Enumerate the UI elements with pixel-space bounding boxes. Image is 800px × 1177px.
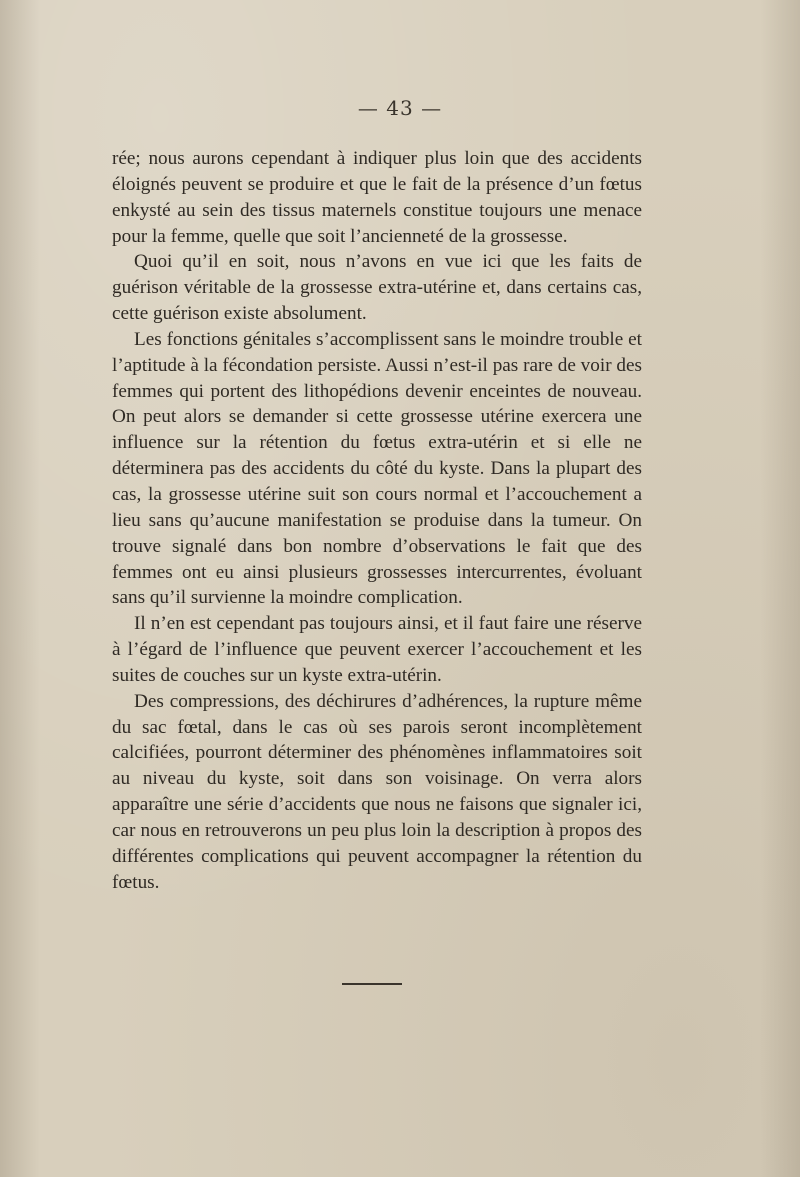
end-of-section-rule (342, 983, 402, 985)
paragraph: Il n’en est cependant pas toujours ainsi, et il faut faire une réserve à l’égard de l’influence que peuvent exercer l’accouchement et les suites de couches sur un kyste extra-utérin. (112, 613, 642, 686)
paragraph: rée; nous aurons cependant à indiquer plus loin que des accidents éloignés peuvent se produire et que le fait de la présence d’un fœtus enkysté au sein des tissus maternels constitue toujours une menace pour la femme, quelle que soit l’ancienneté de la grossesse. (112, 148, 642, 247)
paragraph: Des compressions, des déchirures d’adhérences, la rupture même du sac fœtal, dans le cas où ses parois seront incomplètement calcifiées, pourront déterminer des phénomènes inflammatoires soit au niveau du kyste, soit dans son voisinage. On verra alors apparaître une série d’accidents que nous ne faisons que signaler ici, car nous en retrouverons un peu plus loin la description à propos des différentes complications qui peuvent accompagner la rétention du fœtus. (112, 690, 642, 893)
paragraph: Les fonctions génitales s’accomplissent sans le moindre trouble et l’aptitude à la fécondation persiste. Aussi n’est-il pas rare de voir des femmes qui portent des lithopédions devenir enceintes de nouveau. On peut alors se demander si cette grossesse utérine exercera une influence sur la rétention du fœtus extra-utérin et si elle ne déterminera pas des accidents du côté du kyste. Dans la plupart des cas, la grossesse utérine suit son cours normal et l’accouchement a lieu sans qu’aucune manifestation se produise dans la tumeur. On trouve signalé dans bon nombre d’observations le fait que des femmes ont eu ainsi plusieurs grossesses intercurrentes, évoluant sans qu’il survienne la moindre complication. (112, 328, 642, 609)
body-text (112, 146, 642, 895)
page-edge-shadow-right (760, 0, 800, 1177)
page-edge-shadow-left (0, 0, 40, 1177)
page-number: — 43 — (357, 96, 443, 120)
paragraph: Quoi qu’il en soit, nous n’avons en vue ici que les faits de guérison véritable de la grossesse extra-utérine et, dans certains cas, cette guérison existe absolument. (112, 251, 642, 325)
